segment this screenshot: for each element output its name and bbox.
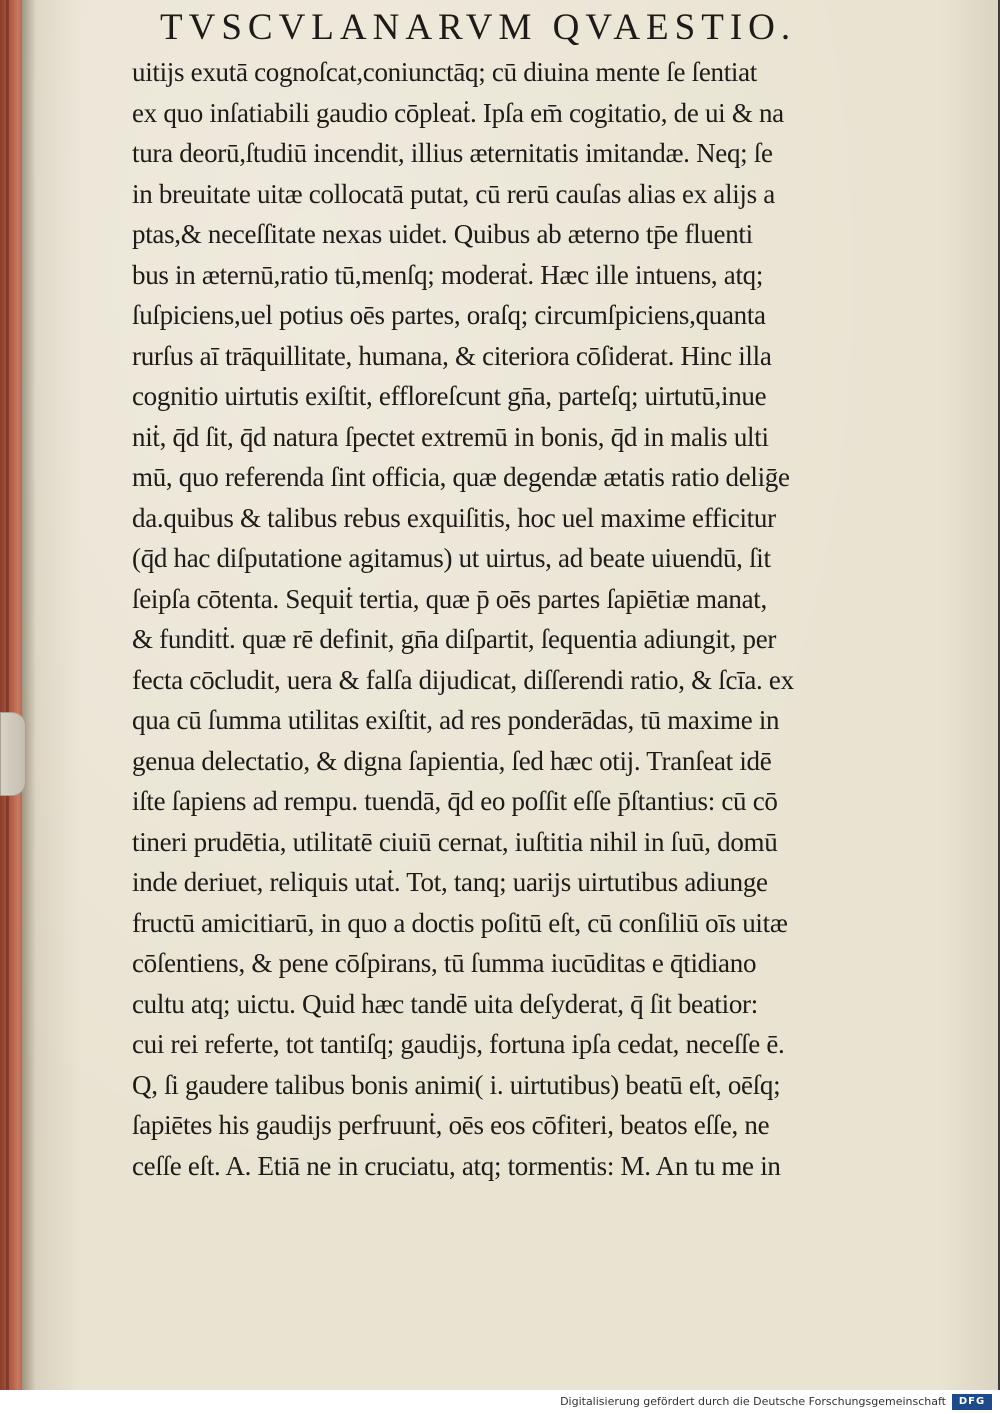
text-line: ceſſe eſt. A. Etiā ne in cruciatu, atq; tormentis: M. An tu me in xyxy=(132,1150,781,1181)
text-line: fructū amicitiarū, in quo a doctis poſitū eſt, cū conſiliū oīs uitæ xyxy=(132,907,788,938)
text-line: ex quo inſatiabili gaudio cōpleaṫ. Ipſa em̄ cogitatio, de ui & na xyxy=(132,97,784,128)
gutter-shadow xyxy=(22,0,36,1390)
text-line: ptas,& neceſſitate nexas uidet. Quibus ab æterno tp̄e fluenti xyxy=(132,219,753,249)
text-block xyxy=(132,52,892,1186)
text-line: niṫ, q̄d ſit, q̄d natura ſpectet extremū in bonis, q̄d in malis ulti xyxy=(132,421,769,452)
text-line: genua delectatio, & digna ſapientia, ſed hæc otij. Tranſeat idē xyxy=(132,745,772,776)
footer-credit: Digitalisierung gefördert durch die Deutsche Forschungsgemeinschaft xyxy=(560,1395,946,1408)
text-line: mū, quo referenda ſint officia, quæ degendæ ætatis ratio deliḡe xyxy=(132,462,790,492)
text-line: cōſentiens, & pene cōſpirans, tū ſumma iucūditas e q̄tidiano xyxy=(132,948,757,978)
text-line: rurſus aī trāquillitate, humana, & citeriora cōſiderat. Hinc illa xyxy=(132,340,772,371)
text-line: tura deorū,ſtudiū incendit, illius æternitatis imitandæ. Neq; ſe xyxy=(132,138,773,168)
page-clasp xyxy=(0,712,26,796)
text-line: qua cū ſumma utilitas exiſtit, ad res ponderādas, tū maxime in xyxy=(132,705,780,735)
text-line: ſapiētes his gaudijs perfruunṫ, oēs eos cōfiteri, beatos eſſe, ne xyxy=(132,1110,770,1140)
book-edge-stripe xyxy=(6,0,9,1390)
running-head: TVSCVLANARVM QVAESTIO. xyxy=(160,7,797,48)
text-line: iſte ſapiens ad rempu. tuendā, q̄d eo poſſit eſſe p̄ſtantius: cū cō xyxy=(132,786,778,816)
text-line: & funditṫ. quæ rē definit, gn̄a diſpartit, ſequentia adiungit, per xyxy=(132,624,777,654)
dfg-logo: DFG xyxy=(952,1394,992,1410)
text-line: ſeipſa cōtenta. Sequiṫ tertia, quæ p̄ oēs partes ſapiētiæ manat, xyxy=(132,583,767,614)
text-line: in breuitate uitæ collocatā putat, cū rerū cauſas alias ex alijs a xyxy=(132,178,775,209)
text-line: tineri prudētia, utilitatē ciuiū cernat, iuſtitia nihil in ſuū, domū xyxy=(132,826,778,857)
text-line: (q̄d hac diſputatione agitamus) ut uirtus, ad beate uiuendū, ſit xyxy=(132,543,771,573)
text-line: cultu atq; uictu. Quid hæc tandē uita deſyderat, q̄ ſit beatior: xyxy=(132,988,758,1019)
text-line: cui rei referte, tot tantiſq; gaudijs, fortuna ipſa cedat, neceſſe ē. xyxy=(132,1029,785,1059)
text-line: bus in æternū,ratio tū,menſq; moderaṫ. Hæc ille intuens, atq; xyxy=(132,259,764,290)
text-line: uitijs exutā cognoſcat,coniunctāq; cū diuina mente ſe ſentiat xyxy=(132,57,757,87)
text-line: ſuſpiciens,uel potius oēs partes, oraſq; circumſpiciens,quanta xyxy=(132,300,766,330)
text-line: inde deriuet, reliquis utaṫ. Tot, tanq; uarijs uirtutibus adiunge xyxy=(132,867,768,897)
footer-bar xyxy=(0,1390,1000,1414)
text-line: cognitio uirtutis exiſtit, effloreſcunt gn̄a, parteſq; uirtutū,inue xyxy=(132,381,767,411)
text-line: fecta cōcludit, uera & falſa dijudicat, diſſerendi ratio, & ſcīa. ex xyxy=(132,664,794,695)
text-line: Q, ſi gaudere talibus bonis animi( i. uirtutibus) beatū eſt, oēſq; xyxy=(132,1069,781,1100)
text-line: da.quibus & talibus rebus exquiſitis, hoc uel maxime efficitur xyxy=(132,502,776,533)
